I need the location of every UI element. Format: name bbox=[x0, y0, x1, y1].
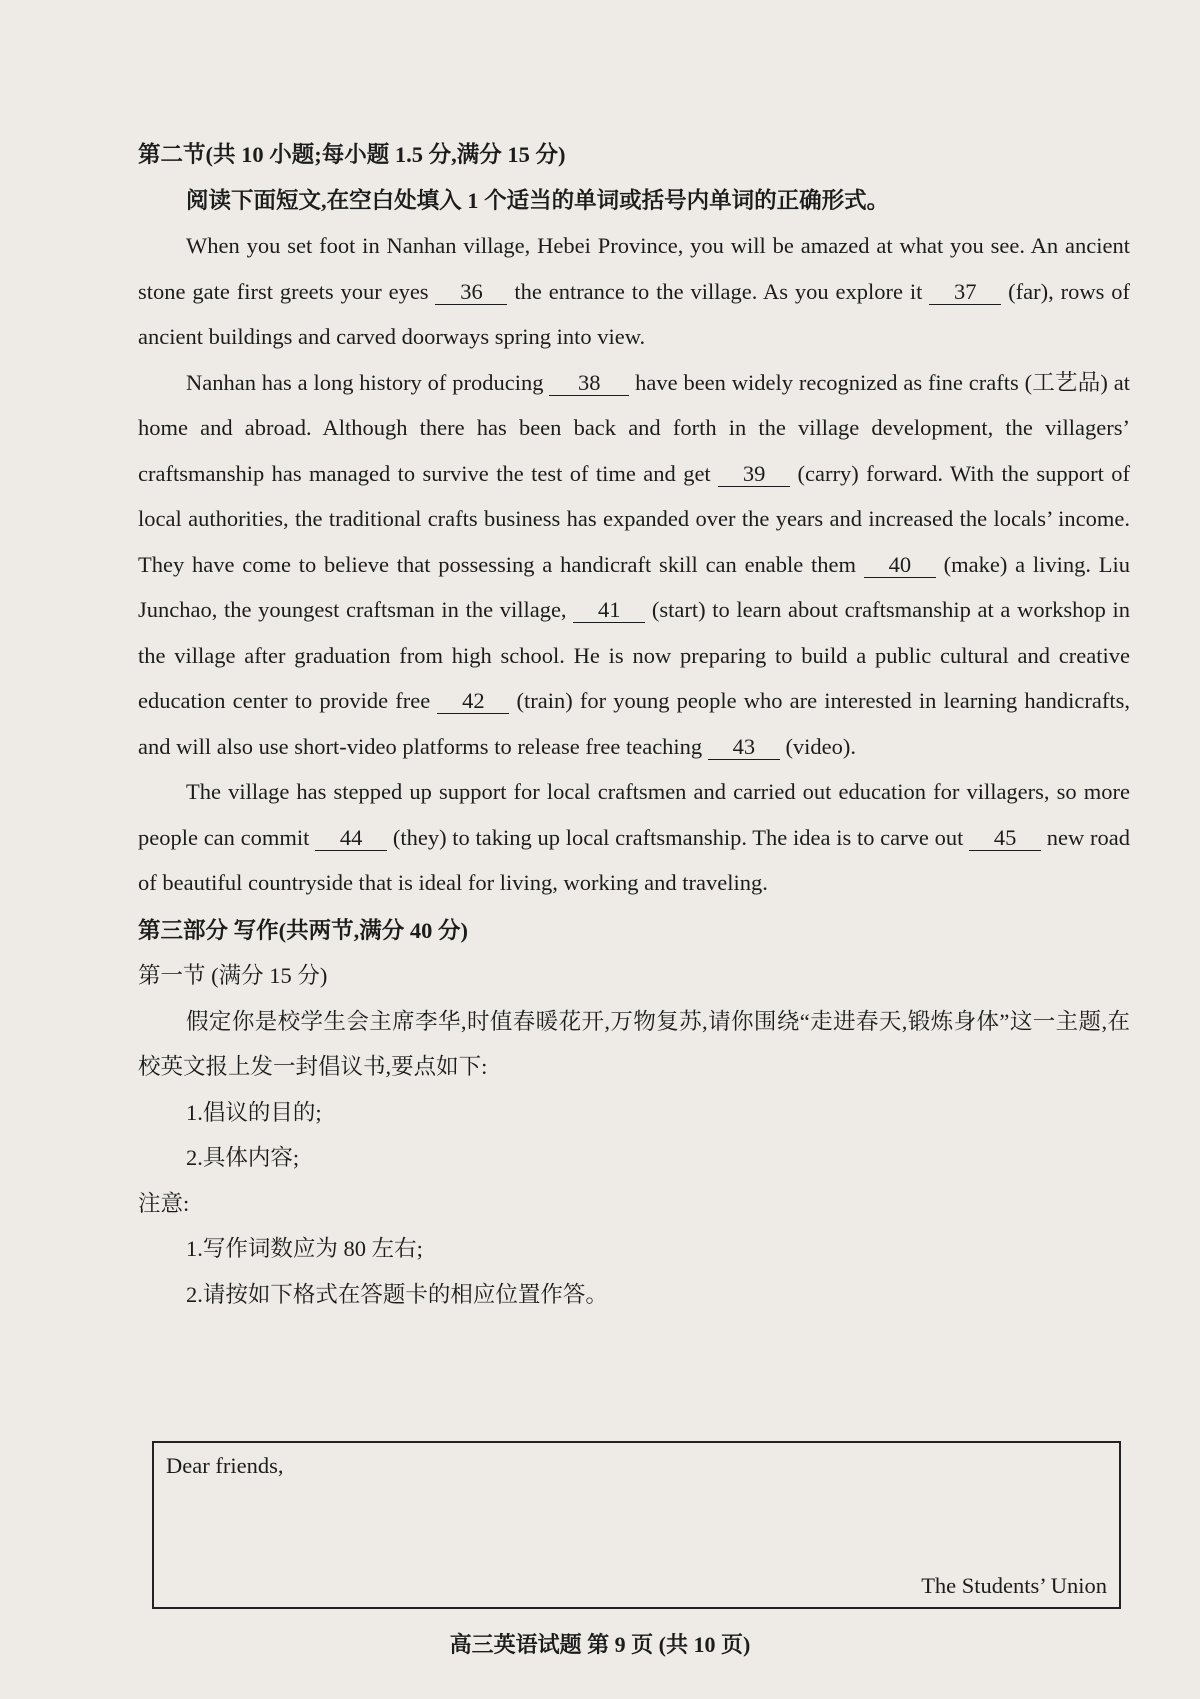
blank-43: 43 bbox=[708, 735, 780, 760]
exam-content bbox=[138, 132, 1130, 1317]
notice-label: 注意: bbox=[138, 1190, 190, 1216]
writing-prompt: 假定你是校学生会主席李华,时值春暖花开,万物复苏,请你围绕“走进春天,锻炼身体”这一主题,在校英文报上发一封倡议书,要点如下: bbox=[138, 1008, 1130, 1079]
blank-38: 38 bbox=[549, 371, 629, 396]
blank-42: 42 bbox=[437, 689, 509, 714]
section2-title: 第二节(共 10 小题;每小题 1.5 分,满分 15 分) bbox=[138, 142, 566, 167]
passage-paragraph-3: The village has stepped up support for local craftsmen and carried out education for villagers, so more people can commit 44 (they) to taking up local craftsmanship. The idea is to carve out 45 new road of beautiful countryside that is ideal for living, working and traveling. bbox=[138, 779, 1130, 895]
writing-note-2: 2.请按如下格式在答题卡的相应位置作答。 bbox=[186, 1281, 608, 1307]
page-footer: 高三英语试题 第 9 页 (共 10 页) bbox=[449, 1632, 751, 1657]
writing-note-1: 1.写作词数应为 80 左右; bbox=[186, 1236, 423, 1261]
writing-point-2: 2.具体内容; bbox=[186, 1145, 300, 1170]
letter-signature: The Students’ Union bbox=[921, 1573, 1107, 1598]
letter-salutation: Dear friends, bbox=[166, 1453, 284, 1478]
part3-title: 第三部分 写作(共两节,满分 40 分) bbox=[138, 917, 468, 943]
blank-37: 37 bbox=[929, 280, 1001, 305]
letter-template-box bbox=[152, 1441, 1121, 1609]
section2-instruction: 阅读下面短文,在空白处填入 1 个适当的单词或括号内单词的正确形式。 bbox=[186, 187, 890, 213]
blank-41: 41 bbox=[573, 598, 645, 623]
writing-point-1: 1.倡议的目的; bbox=[186, 1099, 322, 1125]
part3-section1-title: 第一节 (满分 15 分) bbox=[138, 963, 328, 988]
blank-40: 40 bbox=[864, 553, 936, 578]
blank-45: 45 bbox=[969, 826, 1041, 851]
passage-paragraph-2: Nanhan has a long history of producing 38 have been widely recognized as fine crafts (工艺品) at home and abroad. Although there has been back and forth in the village development, the villagers’ craftsmanship has managed to survive the test of time and get 39 (carry) forward. With the support of local authorities, the traditional crafts business has expanded over the years and increased the locals’ income. They have come to believe that possessing a handicraft skill can enable them 40 (make) a living. Liu Junchao, the youngest craftsman in the village, 41 (start) to learn about craftsmanship at a workshop in the village after graduation from high school. He is now preparing to build a public cultural and creative education center to provide free 42 (train) for young people who are interested in learning handicrafts, and will also use short-video platforms to release free teaching 43 (video). bbox=[138, 369, 1131, 759]
passage-paragraph-1: When you set foot in Nanhan village, Hebei Province, you will be amazed at what you see. An ancient stone gate first greets your eyes 36 the entrance to the village. As you explore it 37 (far), rows of ancient buildings and carved doorways spring into view. bbox=[138, 233, 1130, 349]
blank-44: 44 bbox=[315, 826, 387, 851]
blank-39: 39 bbox=[718, 462, 790, 487]
blank-36: 36 bbox=[435, 280, 507, 305]
